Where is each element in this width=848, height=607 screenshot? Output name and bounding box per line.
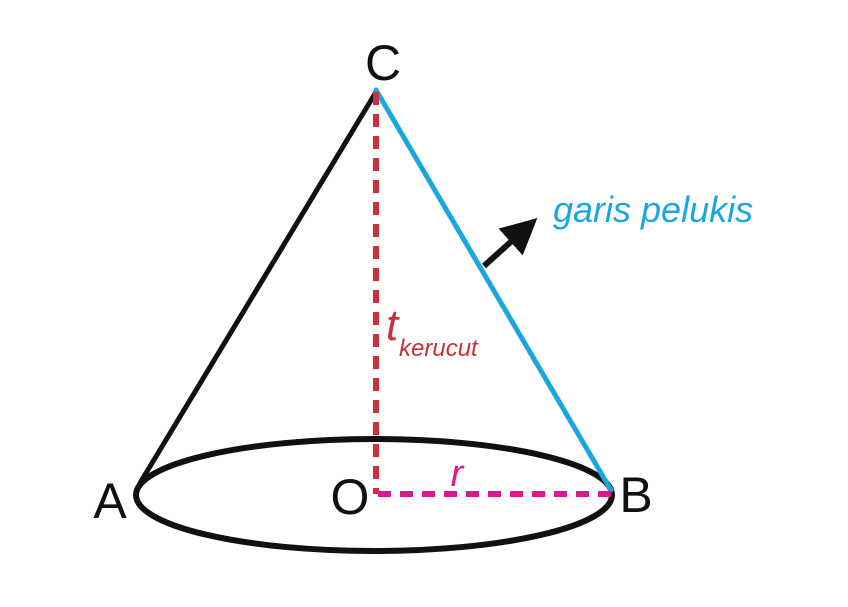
slant-pointer-arrow <box>484 230 524 266</box>
point-label-b: B <box>619 467 653 523</box>
slant-label: garis pelukis <box>553 189 754 230</box>
height-label <box>386 301 479 362</box>
point-label-o: O <box>330 469 370 525</box>
point-label-a: A <box>93 473 127 529</box>
height-label-sub: kerucut <box>399 335 478 362</box>
slant-line-cb <box>376 90 611 490</box>
point-label-c: C <box>364 35 402 91</box>
side-line-ac <box>140 92 376 483</box>
radius-label: r <box>450 453 464 495</box>
height-label-main: t <box>386 301 399 350</box>
